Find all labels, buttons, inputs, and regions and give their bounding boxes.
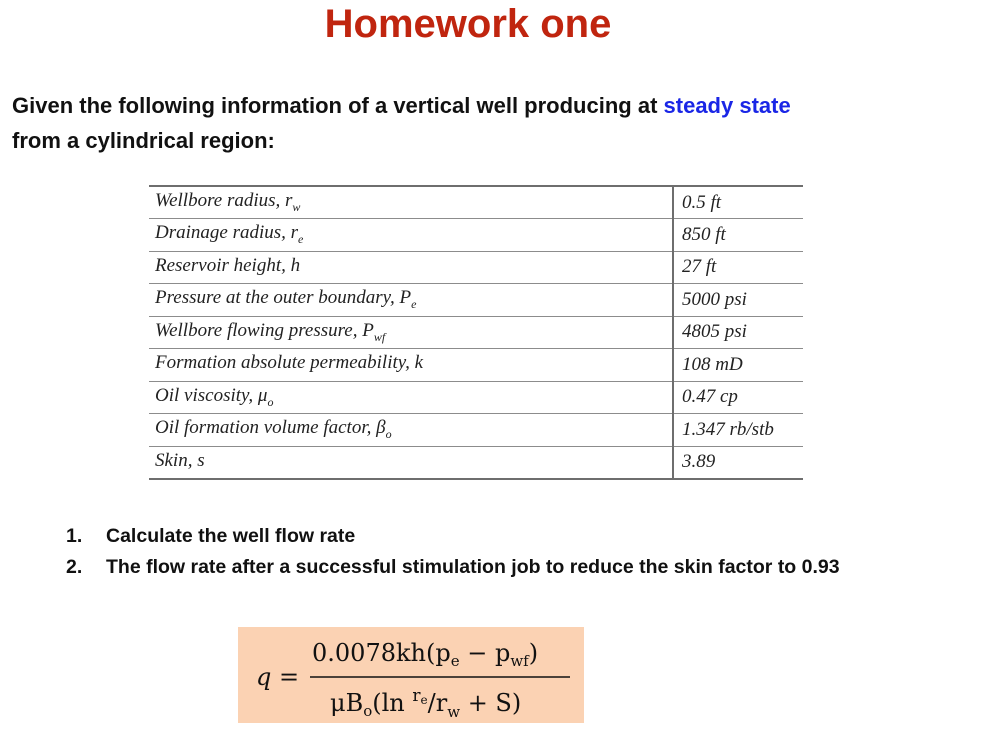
task-number: 2. bbox=[66, 556, 83, 578]
parameter-value: 27 ft bbox=[673, 251, 803, 284]
parameter-label: Drainage radius, $r_e$ bbox=[149, 219, 673, 252]
task-number: 1. bbox=[66, 525, 83, 547]
intro-text-end: from a cylindrical region: bbox=[12, 128, 275, 153]
parameter-subscript: e bbox=[298, 232, 304, 247]
task-text: Calculate the well flow rate bbox=[106, 525, 356, 547]
table-row bbox=[149, 381, 803, 414]
task-item bbox=[66, 521, 946, 552]
flow-rate-formula bbox=[238, 627, 584, 723]
page-title: Homework one bbox=[324, 2, 612, 46]
parameter-label: Oil viscosity, $\mu_o$ bbox=[149, 381, 673, 414]
parameter-subscript: e bbox=[411, 297, 417, 312]
parameter-label: Reservoir height, h bbox=[149, 251, 673, 284]
parameter-value: 850 ft bbox=[673, 219, 803, 252]
problem-statement bbox=[12, 88, 972, 158]
intro-text-start: Given the following information of a vertical well producing at bbox=[12, 93, 664, 118]
table-row bbox=[149, 186, 803, 219]
parameter-value: 0.5 ft bbox=[673, 186, 803, 219]
parameter-subscript: w bbox=[292, 199, 301, 214]
parameter-value: 1.347 rb/stb bbox=[673, 414, 803, 447]
task-list bbox=[66, 521, 946, 583]
parameter-value: 108 mD bbox=[673, 349, 803, 382]
table-row bbox=[149, 446, 803, 479]
parameter-value: 3.89 bbox=[673, 446, 803, 479]
table-row bbox=[149, 316, 803, 349]
parameter-label: Pressure at the outer boundary, $P_e$ bbox=[149, 284, 673, 317]
table-row bbox=[149, 284, 803, 317]
parameter-subscript: wf bbox=[373, 329, 386, 344]
parameter-value: 0.47 cp bbox=[673, 381, 803, 414]
parameter-subscript: o bbox=[385, 427, 392, 442]
table-row bbox=[149, 219, 803, 252]
parameter-label: Wellbore radius, $r_w$ bbox=[149, 186, 673, 219]
parameter-label: Wellbore flowing pressure, $P_{wf}$ bbox=[149, 316, 673, 349]
parameter-label: Formation absolute permeability, k bbox=[149, 349, 673, 382]
formula-numerator: $0.0078kh(p_e - p_{wf})$ bbox=[312, 639, 539, 670]
parameter-value: 5000 psi bbox=[673, 284, 803, 317]
steady-state-highlight: steady state bbox=[663, 93, 791, 118]
parameter-subscript: o bbox=[267, 394, 274, 409]
formula-denominator: $\mu B_o(\ln$ $^re/r_w + S$) bbox=[330, 686, 522, 721]
parameter-label: Skin, s bbox=[149, 446, 673, 479]
table-row bbox=[149, 414, 803, 447]
formula-svg bbox=[238, 627, 584, 723]
task-text: The flow rate after a successful stimulation job to reduce the skin factor to 0.93 bbox=[106, 556, 840, 578]
parameter-label: Oil formation volume factor, $\beta_o$ bbox=[149, 414, 673, 447]
parameter-value: 4805 psi bbox=[673, 316, 803, 349]
table-row bbox=[149, 251, 803, 284]
task-item bbox=[66, 552, 946, 583]
formula-lhs: q = bbox=[256, 663, 300, 691]
well-data-table bbox=[149, 185, 803, 480]
table-row bbox=[149, 349, 803, 382]
